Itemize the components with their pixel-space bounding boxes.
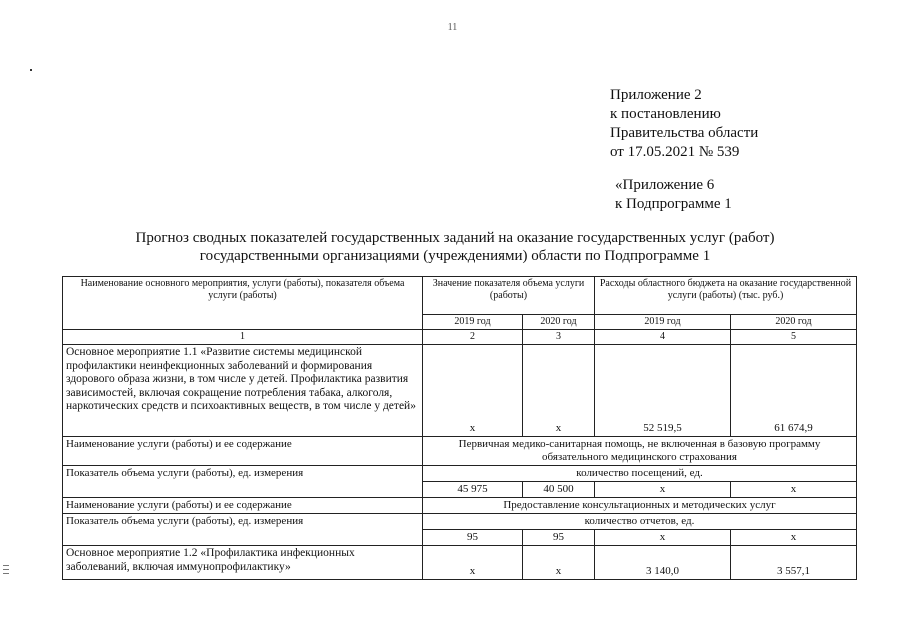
column-number: 4 [595, 330, 731, 345]
measure-value: х [523, 345, 595, 437]
measure-value: 3 557,1 [731, 546, 857, 580]
indicator-value: 95 [423, 530, 523, 546]
scan-dot [30, 69, 32, 71]
measure-value: х [523, 546, 595, 580]
forecast-table [62, 276, 857, 580]
title-line-2: государственными организациями (учреждениями) области по Подпрограмме 1 [199, 248, 711, 264]
measure-value: 61 674,9 [731, 345, 857, 437]
indicator-value: 95 [523, 530, 595, 546]
indicator-value: х [731, 482, 857, 498]
appendix-line: Приложение 2 [610, 87, 702, 103]
header-year: 2020 год [523, 315, 595, 330]
header-year: 2019 год [423, 315, 523, 330]
measure-1-1-name: Основное мероприятие 1.1 «Развитие системы медицинской профилактики неинфекционных заболеваний и формирования здорового образа жизни, в том числе у детей. Профилактика развития зависимостей, включая сокращение потребления табака, алкоголя, наркотических средств и психоактивных веществ, в том числе у детей» [63, 345, 423, 437]
indicator-value: 45 975 [423, 482, 523, 498]
appendix-line: к постановлению [610, 106, 721, 122]
service-label: Наименование услуги (работы) и ее содержание [63, 437, 423, 466]
measure-value: 3 140,0 [595, 546, 731, 580]
indicator-unit: количество отчетов, ед. [423, 514, 857, 530]
column-number: 2 [423, 330, 523, 345]
header-year: 2020 год [731, 315, 857, 330]
measure-value: х [423, 546, 523, 580]
appendix-reference-block [615, 176, 732, 214]
document-title [60, 229, 850, 265]
title-line-1: Прогноз сводных показателей государственных заданий на оказание государственных услуг (работ) [135, 230, 775, 246]
appendix-line: Правительства области [610, 125, 759, 141]
service-content: Предоставление консультационных и методических услуг [423, 498, 857, 514]
column-number: 5 [731, 330, 857, 345]
header-col-expenses: Расходы областного бюджета на оказание государственной услуги (работы) (тыс. руб.) [595, 277, 857, 315]
appendix-ref-line: к Подпрограмме 1 [615, 196, 732, 212]
indicator-label: Показатель объема услуги (работы), ед. измерения [63, 466, 423, 498]
measure-value: 52 519,5 [595, 345, 731, 437]
header-year: 2019 год [595, 315, 731, 330]
service-label: Наименование услуги (работы) и ее содержание [63, 498, 423, 514]
measure-1-2-name: Основное мероприятие 1.2 «Профилактика инфекционных заболеваний, включая иммунопрофилактику» [63, 546, 423, 580]
measure-value: х [423, 345, 523, 437]
page-number: 11 [447, 22, 458, 33]
appendix-ref-line: «Приложение 6 [615, 177, 715, 193]
column-number: 3 [523, 330, 595, 345]
appendix-line: от 17.05.2021 № 539 [610, 144, 740, 160]
indicator-value: х [595, 482, 731, 498]
indicator-value: х [595, 530, 731, 546]
service-content: Первичная медико-санитарная помощь, не включенная в базовую программу обязательного медицинского страхования [423, 437, 857, 466]
header-col-volume: Значение показателя объема услуги (работы) [423, 277, 595, 315]
indicator-unit: количество посещений, ед. [423, 466, 857, 482]
scan-edge-marks [3, 565, 9, 577]
column-number: 1 [63, 330, 423, 345]
indicator-value: 40 500 [523, 482, 595, 498]
indicator-value: х [731, 530, 857, 546]
header-col-name: Наименование основного мероприятия, услуги (работы), показателя объема услуги (работы) [63, 277, 423, 330]
appendix-block [610, 86, 758, 162]
indicator-label: Показатель объема услуги (работы), ед. измерения [63, 514, 423, 546]
